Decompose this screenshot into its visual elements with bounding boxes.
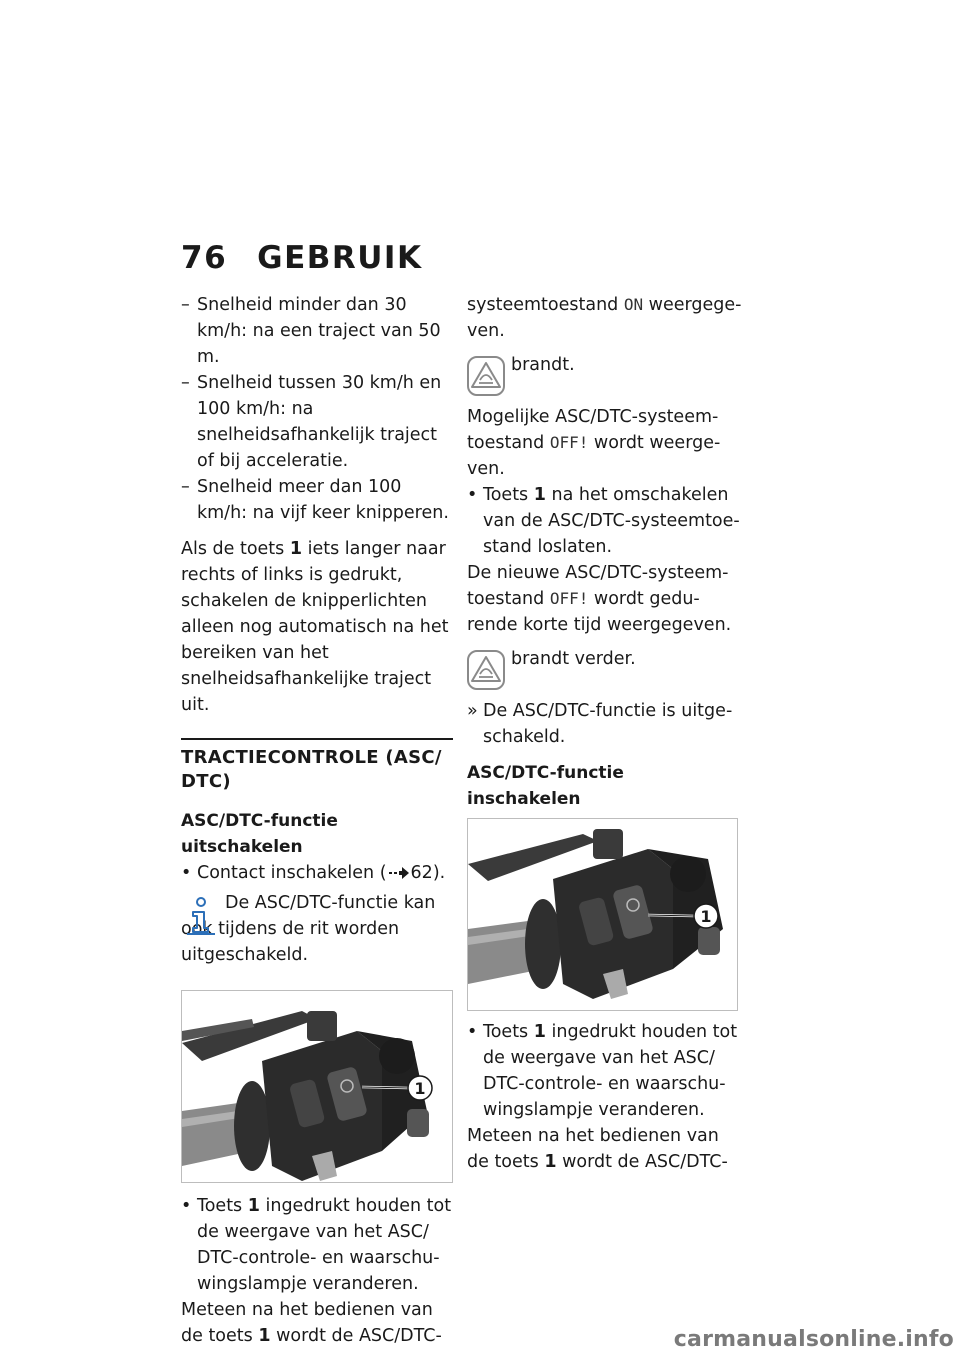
- page-reference[interactable]: 62: [410, 863, 433, 883]
- right-column: [467, 292, 742, 1175]
- info-note: [181, 890, 453, 968]
- page-number: 76: [181, 240, 228, 276]
- asc-warning-lamp-icon: [467, 650, 505, 690]
- warning-lamp-note: brandt.: [467, 352, 742, 396]
- paragraph: De nieuwe ASC/DTC-systeemtoestand OFF! wordt gedurende korte tijd weergegeven.: [467, 563, 732, 635]
- arrow-reference-icon: [389, 867, 409, 879]
- result-item: » De ASC/DTC-functie is uitgeschakeld.: [467, 701, 733, 747]
- paragraph: Mogelijke ASC/DTC-systeemtoestand OFF! wordt weergeven.: [467, 407, 721, 479]
- section-divider: [181, 738, 453, 740]
- asc-warning-lamp-icon: [467, 356, 505, 396]
- list-item: • Toets 1 na het omschakelen van de ASC/DTC-systeemtoestand loslaten.: [467, 485, 740, 557]
- list-item: • Contact inschakelen ( 62).: [181, 863, 446, 883]
- status-code: OFF!: [549, 433, 589, 452]
- paragraph: Meteen na het bedienen van de toets 1 wordt de ASC/DTC-: [181, 1300, 442, 1346]
- list-item: • Toets 1 ingedrukt houden tot de weergave van het ASC/ DTC-controle- en waarschuwingslampje veranderen.: [181, 1196, 452, 1294]
- list-item: • Toets 1 ingedrukt houden tot de weergave van het ASC/ DTC-controle- en waarschuwingslampje veranderen.: [467, 1022, 738, 1120]
- figure-callout-label: 1: [414, 1079, 426, 1098]
- handlebar-switch-figure: [467, 818, 738, 1011]
- paragraph: systeemtoestand ON weergegeven.: [467, 295, 742, 341]
- page-title: GEBRUIK: [257, 240, 423, 276]
- handlebar-switch-figure: [181, 990, 453, 1183]
- speed-list: [181, 292, 453, 526]
- paragraph: Meteen na het bedienen van de toets 1 wordt de ASC/DTC-: [467, 1126, 728, 1172]
- info-text: De ASC/DTC-functie kan ook tijdens de rit worden uitgeschakeld.: [181, 893, 436, 965]
- status-code: OFF!: [549, 589, 589, 608]
- list-item: – Snelheid minder dan 30 km/h: na een traject van 50 m.: [181, 295, 441, 367]
- subsection-title: ASC/DTC-functie inschakelen: [467, 763, 624, 809]
- warning-lamp-note: brandt verder.: [467, 646, 742, 690]
- section-title: TRACTIECONTROLE (ASC/ DTC): [181, 747, 442, 792]
- site-watermark: carmanualsonline.info: [673, 1327, 954, 1352]
- subsection-title: ASC/DTC-functie uitschakelen: [181, 811, 338, 857]
- figure-callout-label: 1: [700, 907, 712, 926]
- left-column: [181, 292, 453, 1349]
- paragraph: Als de toets 1 iets langer naar rechts of links is gedrukt, schakelen de knipperlichten alleen nog automatisch na het bereiken van het snelheidsafhankelijke traject uit.: [181, 539, 449, 715]
- list-item: – Snelheid tussen 30 km/h en 100 km/h: na snelheidsafhankelijk traject of bij acceleratie.: [181, 373, 442, 471]
- page-heading: [181, 238, 423, 278]
- list-item: – Snelheid meer dan 100 km/h: na vijf keer knipperen.: [181, 477, 449, 523]
- status-code: ON: [623, 295, 644, 314]
- info-hand-icon: [181, 894, 221, 938]
